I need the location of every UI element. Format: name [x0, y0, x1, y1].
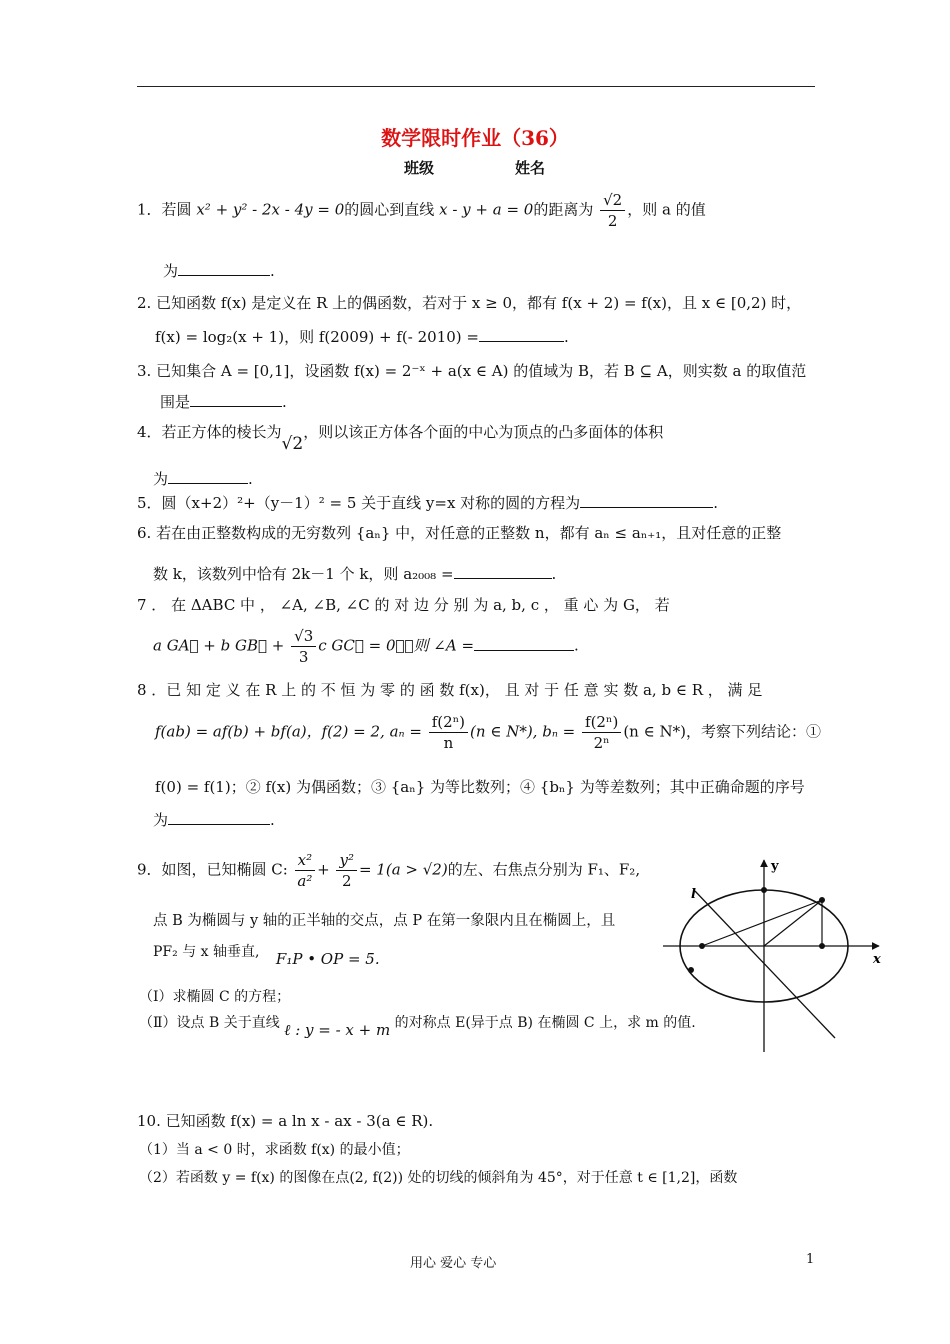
point-p	[819, 897, 825, 903]
ellipse-figure	[655, 848, 895, 1060]
page-number: 1	[806, 1252, 815, 1267]
answer-blank-7[interactable]	[474, 634, 574, 651]
question-8-line2: f(ab) = af(b) + bf(a)，f(2) = 2, aₙ = $\frac{\text{f(2ⁿ)}}{n}$ (n ∈ N*), bₙ = $\frac{\text{f(2ⁿ)}}{\text{2ⁿ}}$ (n ∈ N*)，考察下列结论：①	[155, 713, 821, 752]
question-9-line1: 9．如图，已知椭圆 C: $\frac{\text{x²}}{\text{a²}}$ + $\frac{\text{y²}}{2}$ = 1(a > √2)的左、右焦点分别为 F₁、F₂,	[137, 851, 641, 890]
question-8-line4: 为 .	[153, 808, 275, 831]
q8-fraction-b: $\frac{\text{f(2ⁿ)}}{\text{2ⁿ}}$	[582, 712, 621, 753]
question-1-line2: 为 .	[163, 259, 275, 282]
question-4-line1: 4．若正方体的棱长为√2，则以该正方体各个面的中心为顶点的凸多面体的体积	[137, 423, 664, 454]
question-10-line1: 10. 已知函数 f(x) = a ln x - ax - 3(a ∈ R).	[137, 1112, 434, 1130]
point-b	[761, 887, 767, 893]
answer-blank-3[interactable]	[190, 390, 282, 407]
segment-op	[764, 900, 822, 946]
question-9-line3: PF₂ 与 x 轴垂直, F₁P • OP = 5.	[153, 944, 380, 968]
header-rule	[137, 86, 815, 87]
question-10-line3: （2）若函数 y = f(x) 的图像在点(2, f(2)) 处的切线的倾斜角为 45°，对于任意 t ∈ [1,2]，函数	[139, 1170, 738, 1186]
answer-blank-8[interactable]	[168, 808, 270, 825]
q9-fraction-y: $\frac{\text{y²}}{2}$	[336, 850, 357, 891]
footer-motto: 用心 爱心 专心	[410, 1256, 497, 1271]
class-label: 班级	[404, 159, 435, 177]
question-7-line2: a GA⃗ + b GB⃗ + $\frac{√3}{3}$ c GC⃗ = 0⃗，则 ∠A = .	[153, 627, 579, 666]
name-label: 姓名	[515, 159, 546, 177]
segment-f1p	[702, 900, 822, 946]
question-1-line1: 1．若圆 x² + y² - 2x - 4y = 0的圆心到直线 x - y + a = 0的距离为 $\frac{√2}{2}$ ，则 a 的值	[137, 191, 706, 230]
question-8-line3: f(0) = f(1)；② f(x) 为偶函数；③ {aₙ} 为等比数列；④ {bₙ} 为等差数列；其中正确命题的序号	[155, 778, 805, 796]
q1-fraction: $\frac{√2}{2}$	[600, 190, 625, 231]
answer-blank-4[interactable]	[168, 467, 248, 484]
q9-fraction-x: $\frac{\text{x²}}{\text{a²}}$	[295, 850, 315, 891]
point-f1	[699, 943, 705, 949]
point-f2	[819, 943, 825, 949]
question-3-line1: 3. 已知集合 A = [0,1]，设函数 f(x) = 2⁻ˣ + a(x ∈ A) 的值域为 B，若 B ⊆ A，则实数 a 的取值范	[137, 362, 807, 380]
point-e	[688, 967, 694, 973]
answer-blank-2[interactable]	[479, 325, 564, 342]
q7-fraction: $\frac{√3}{3}$	[291, 626, 316, 667]
answer-blank-6[interactable]	[454, 562, 552, 579]
answer-blank-1[interactable]	[178, 259, 270, 276]
question-2-line1: 2. 已知函数 f(x) 是定义在 R 上的偶函数，若对于 x ≥ 0，都有 f(x + 2) = f(x)，且 x ∈ [0,2) 时，	[137, 294, 802, 312]
question-4-line2: 为 .	[153, 467, 253, 490]
question-9-part1: （Ⅰ）求椭圆 C 的方程；	[139, 989, 291, 1005]
answer-blank-5[interactable]	[580, 491, 713, 508]
line-l	[695, 891, 835, 1038]
question-5-line1: 5．圆（x+2）²+（y－1）² = 5 关于直线 y=x 对称的圆的方程为 .	[137, 491, 718, 514]
q8-fraction-a: $\frac{\text{f(2ⁿ)}}{n}$	[429, 712, 468, 753]
label-l: l	[691, 887, 696, 902]
question-9-line2: 点 B 为椭圆与 y 轴的正半轴的交点，点 P 在第一象限内且在椭圆上，且	[153, 913, 616, 929]
question-10-line2: （1）当 a < 0 时，求函数 f(x) 的最小值；	[139, 1142, 410, 1158]
label-y: y	[771, 859, 779, 874]
label-x: x	[873, 952, 881, 967]
question-6-line1: 6. 若在由正整数构成的无穷数列 {aₙ} 中，对任意的正整数 n，都有 aₙ ≤ aₙ₊₁，且对任意的正整	[137, 524, 782, 542]
question-7-line1: 7 ． 在 ΔABC 中 ， ∠A, ∠B, ∠C 的 对 边 分 别 为 a, b, c ， 重 心 为 G， 若	[137, 596, 670, 614]
question-3-line2: 围是 .	[160, 390, 287, 413]
question-2-line2: f(x) = log₂(x + 1)，则 f(2009) + f(- 2010) = .	[155, 325, 569, 348]
question-8-line1: 8 ．已 知 定 义 在 R 上 的 不 恒 为 零 的 函 数 f(x)， 且 对 于 任 意 实 数 a, b ∈ R ， 满 足	[137, 681, 763, 699]
question-6-line2: 数 k，该数列中恰有 2k－1 个 k，则 a₂₀₀₈ = .	[153, 562, 556, 585]
page-title: 数学限时作业（36）	[381, 126, 569, 150]
question-9-part2: （Ⅱ）设点 B 关于直线 ℓ : y = - x + m 的对称点 E(异于点 B) 在椭圆 C 上，求 m 的值.	[139, 1015, 696, 1039]
